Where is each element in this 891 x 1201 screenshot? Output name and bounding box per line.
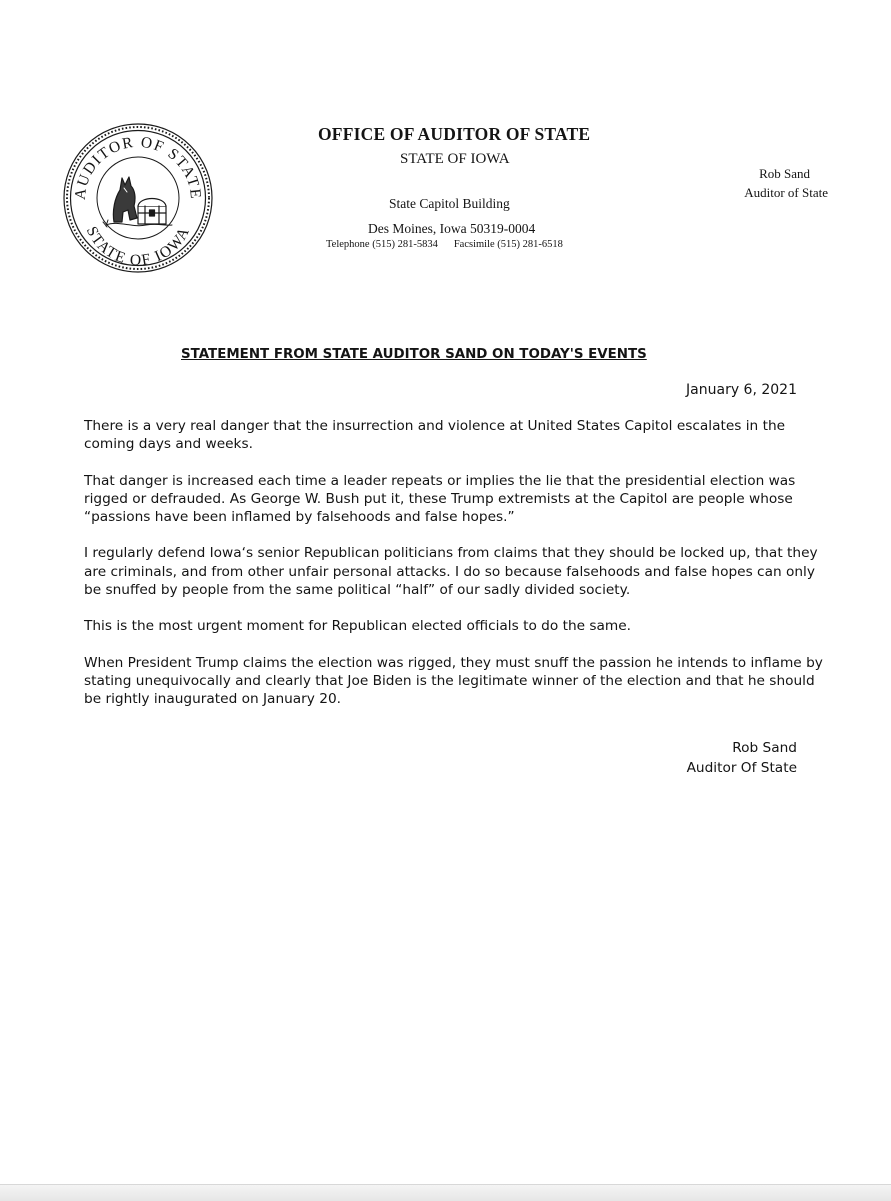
- svg-text:STATE OF IOWA: [83, 224, 194, 270]
- statement-paragraph: This is the most urgent moment for Republican elected officials to do the same.: [84, 618, 632, 635]
- statement-body: [84, 417, 824, 726]
- city-zip-address: Des Moines, Iowa 50319-0004: [368, 221, 536, 236]
- header-auditor-name: Rob Sand: [759, 166, 810, 181]
- signature-title: Auditor Of State: [686, 760, 797, 776]
- statement-heading: STATEMENT FROM STATE AUDITOR SAND ON TODAY'S EVENTS: [181, 347, 647, 362]
- contact-numbers: [326, 239, 563, 250]
- statement-paragraph: When President Trump claims the election was rigged, they must snuff the passion he intends to inflame by stating unequivocally and clearly that Joe Biden is the legitimate winner of the election and that he should be rightly inaugurated on January 20.: [84, 654, 823, 707]
- page-bottom-edge: [0, 1184, 891, 1201]
- seal-top-text: AUDITOR OF STATE: [71, 133, 205, 201]
- svg-text:AUDITOR OF STATE: [72, 134, 205, 201]
- signature-name: Rob Sand: [732, 740, 797, 756]
- statement-date: January 6, 2021: [686, 382, 797, 398]
- state-name: STATE OF IOWA: [400, 151, 510, 167]
- header-auditor-title: Auditor of State: [744, 185, 828, 200]
- telephone-number: Telephone (515) 281-5834: [326, 239, 438, 250]
- state-auditor-seal: [62, 122, 214, 274]
- statement-paragraph: That danger is increased each time a leader repeats or implies the lie that the presidential election was rigged or defrauded. As George W. Bush put it, these Trump extremists at the Capitol are people whose “passions have been inflamed by falsehoods and false hopes.”: [84, 472, 796, 525]
- watchdog-and-chest-emblem: [103, 177, 172, 227]
- facsimile-number: Facsimile (515) 281-6518: [453, 239, 563, 250]
- building-address: State Capitol Building: [389, 196, 510, 211]
- statement-paragraph: There is a very real danger that the insurrection and violence at United States Capitol escalates in the coming days and weeks.: [84, 418, 786, 453]
- statement-paragraph: I regularly defend Iowa‘s senior Republican politicians from claims that they should be locked up, that they are criminals, and from other unfair personal attacks. I do so because falsehoods and false hopes can only be snuffed by people from the same political “half” of our sadly divided society.: [84, 545, 818, 598]
- office-title: OFFICE OF AUDITOR OF STATE: [318, 124, 591, 144]
- seal-bottom-text: STATE OF IOWA: [82, 223, 194, 270]
